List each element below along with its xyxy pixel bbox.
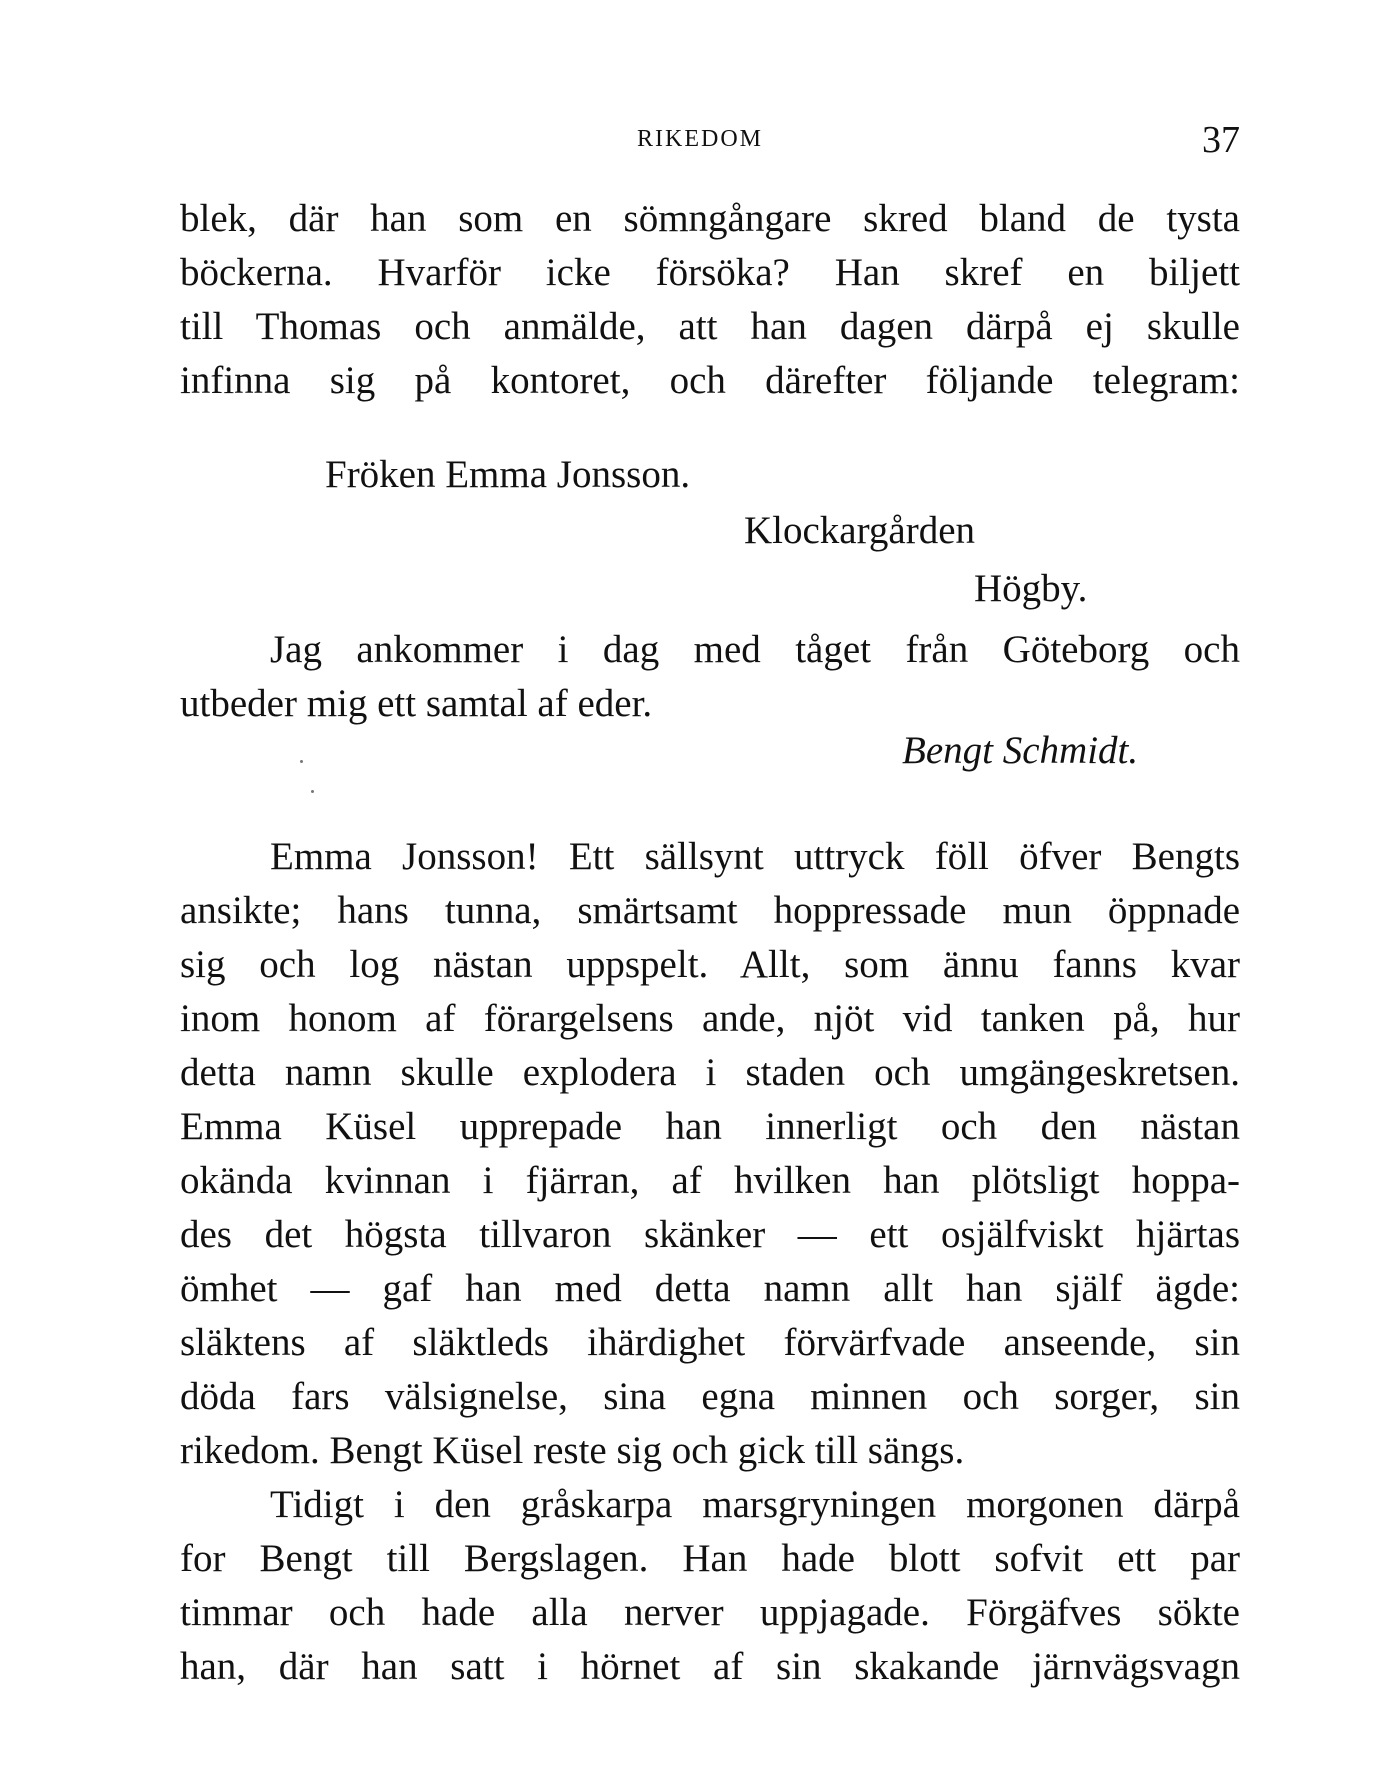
text-line: till Thomas och anmälde, att han dagen därpå ej skulle <box>180 305 1240 348</box>
text-line: inom honom af förargelsens ande, njöt vid tanken på, hur <box>180 997 1240 1040</box>
paragraph-2 <box>180 830 1240 1478</box>
paragraph-3 <box>180 1478 1240 1694</box>
text-line: ömhet — gaf han med detta namn allt han själf ägde: <box>180 1267 1240 1310</box>
text-line: rikedom. Bengt Küsel reste sig och gick till sängs. <box>180 1429 965 1472</box>
text-line: infinna sig på kontoret, och därefter följande telegram: <box>180 359 1240 402</box>
text-line: Jag ankommer i dag med tåget från Göteborg och <box>270 628 1240 671</box>
text-line: for Bengt till Bergslagen. Han hade blott sofvit ett par <box>180 1537 1240 1580</box>
text-line: Tidigt i den gråskarpa marsgryningen morgonen därpå <box>270 1483 1240 1526</box>
running-title: RIKEDOM <box>637 126 763 152</box>
text-line: ansikte; hans tunna, smärtsamt hoppressade mun öppnade <box>180 889 1240 932</box>
text-line: des det högsta tillvaron skänker — ett osjälfviskt hjärtas <box>180 1213 1240 1256</box>
text-line: blek, där han som en sömngångare skred bland de tysta <box>180 197 1240 240</box>
text-line: Emma Küsel upprepade han innerligt och den nästan <box>180 1105 1240 1148</box>
text-line: sig och log nästan uppspelt. Allt, som ännu fanns kvar <box>180 943 1240 986</box>
text-line: Emma Jonsson! Ett sällsynt uttryck föll öfver Bengts <box>270 835 1240 878</box>
telegram-place: Klockargården <box>744 509 976 552</box>
text-line: döda fars välsignelse, sina egna minnen och sorger, sin <box>180 1375 1240 1418</box>
print-speck <box>300 760 303 763</box>
telegram-body <box>180 623 1240 731</box>
telegram-signature: Bengt Schmidt. <box>902 729 1139 772</box>
text-line: släktens af släktleds ihärdighet förvärfvade anseende, sin <box>180 1321 1240 1364</box>
text-line: böckerna. Hvarför icke försöka? Han skref en biljett <box>180 251 1240 294</box>
text-line: okända kvinnan i fjärran, af hvilken han plötsligt hoppa- <box>180 1159 1240 1202</box>
text-line: timmar och hade alla nerver uppjagade. Förgäfves sökte <box>180 1591 1240 1634</box>
telegram-addressee: Fröken Emma Jonsson. <box>325 453 691 496</box>
telegram-town: Högby. <box>974 567 1088 610</box>
text-line: utbeder mig ett samtal af eder. <box>180 682 653 725</box>
text-line: detta namn skulle explodera i staden och umgängeskretsen. <box>180 1051 1240 1094</box>
paragraph-1 <box>180 192 1240 408</box>
page-number: 37 <box>1202 119 1240 161</box>
print-speck <box>311 790 314 793</box>
text-line: han, där han satt i hörnet af sin skakande järnvägsvagn <box>180 1645 1240 1688</box>
